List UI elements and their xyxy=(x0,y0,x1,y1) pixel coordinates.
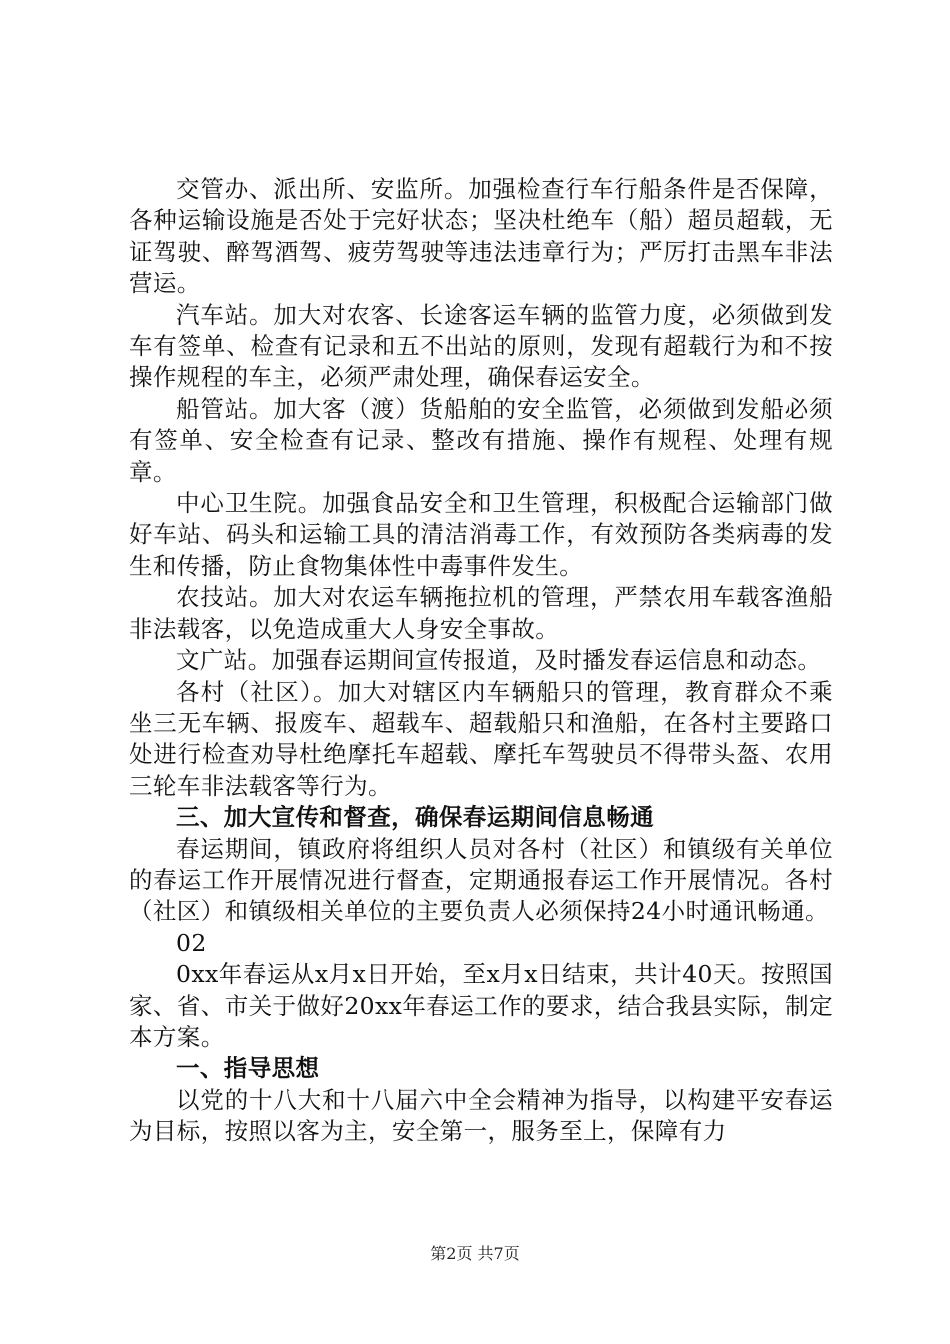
paragraph-traffic-police: 交管办、派出所、安监所。加强检查行车行船条件是否保障，各种运输设施是否处于完好状态；坚决杜绝车（船）超员超载，无证驾驶、醉驾酒驾、疲劳驾驶等违法违章行为；严厉打击黑车非法营运。 xyxy=(129,175,833,298)
paragraph-section-number: 02 xyxy=(176,928,207,957)
section-heading-1: 一、指导思想 xyxy=(176,1054,320,1083)
paragraph-health-center: 中心卫生院。加强食品安全和卫生管理，积极配合运输部门做好车站、码头和运输工具的清洁消毒工作，有效预防各类病毒的发生和传播，防止食物集体性中毒事件发生。 xyxy=(129,489,833,580)
paragraph-supervision: 春运期间，镇政府将组织人员对各村（社区）和镇级有关单位的春运工作开展情况进行督查，定期通报春运工作开展情况。各村（社区）和镇级相关单位的主要负责人必须保持24小时通讯畅通。 xyxy=(129,834,833,926)
page-footer: 第2页 共7页 xyxy=(430,1244,520,1263)
section-heading-3: 三、加大宣传和督查，确保春运期间信息畅通 xyxy=(176,803,654,832)
paragraph-culture-station: 文广站。加强春运期间宣传报道，及时播发春运信息和动态。 xyxy=(176,646,822,675)
paragraph-agri-tech-station: 农技站。加大对农运车辆拖拉机的管理，严禁农用车载客渔船非法载客，以免造成重大人身安全事故。 xyxy=(129,583,833,643)
paragraph-bus-station: 汽车站。加大对农客、长途客运车辆的监管力度，必须做到发车有签单、检查有记录和五不出站的原则，发现有超载行为和不按操作规程的车主，必须严肃处理，确保春运安全。 xyxy=(129,300,833,392)
document-body xyxy=(129,174,833,1148)
paragraph-ship-management: 船管站。加大客（渡）货船舶的安全监管，必须做到发船必须有签单、安全检查有记录、整改有措施、操作有规程、处理有规章。 xyxy=(129,394,833,486)
paragraph-spring-transport-intro: 0xx年春运从x月x日开始，至x月x日结束，共计40天。按照国家、省、市关于做好20xx年春运工作的要求，结合我县实际，制定本方案。 xyxy=(129,960,833,1051)
paragraph-villages: 各村（社区）。加大对辖区内车辆船只的管理，教育群众不乘坐三无车辆、报废车、超载车、超载船只和渔船，在各村主要路口处进行检查劝导杜绝摩托车超载、摩托车驾驶员不得带头盔、农用三轮车非法载客等行为。 xyxy=(129,677,833,800)
paragraph-guiding-ideology: 以党的十八大和十八届六中全会精神为指导，以构建平安春运为目标，按照以客为主，安全第一，服务至上，保障有力 xyxy=(129,1085,833,1146)
